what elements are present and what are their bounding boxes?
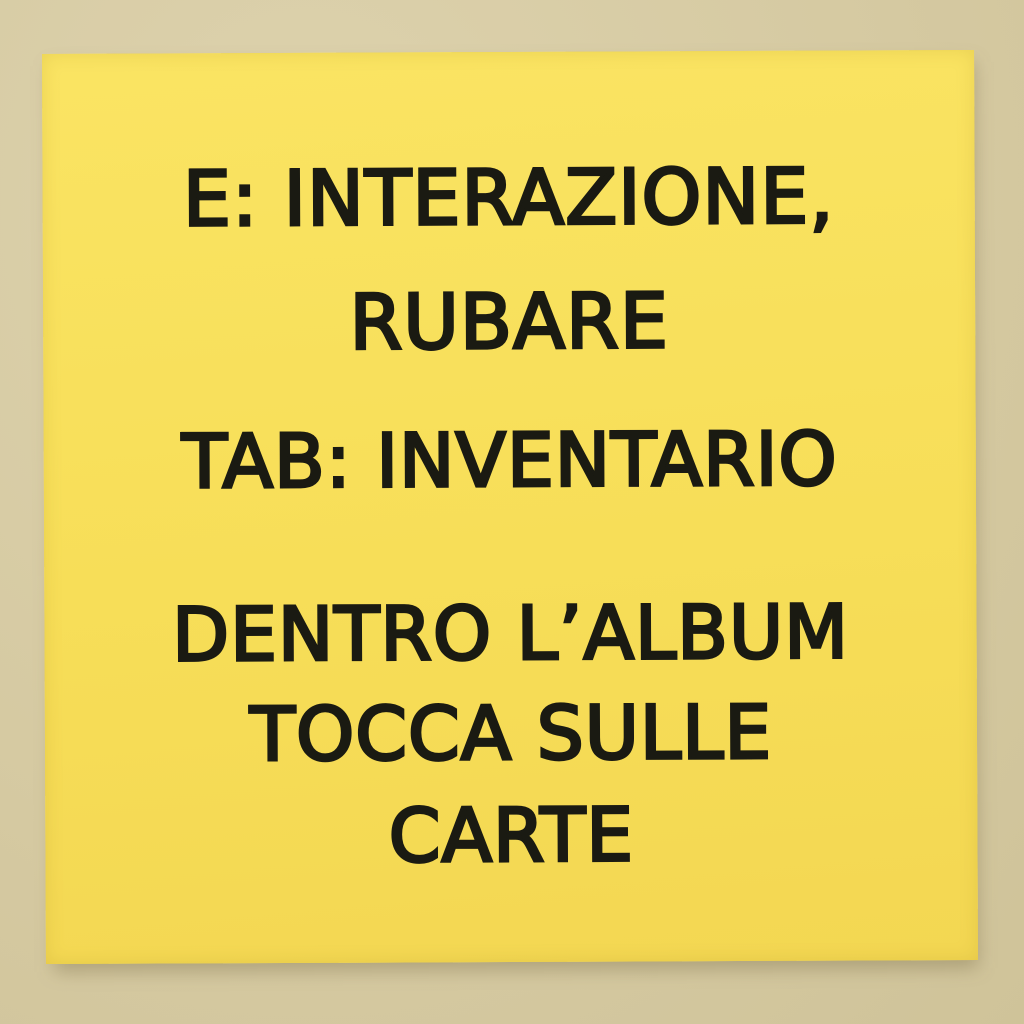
note-line-controls-tab: TAB: INVENTARIO: [181, 416, 838, 506]
note-line-steal: RUBARE: [349, 276, 670, 367]
note-line-controls-e: E: INTERAZIONE,: [182, 151, 835, 244]
note-line-tap: TOCCA SULLE: [249, 689, 773, 779]
note-line-cards: CARTE: [388, 792, 635, 880]
sticky-note: [42, 50, 978, 964]
note-line-album: DENTRO L’ALBUM: [171, 589, 850, 679]
